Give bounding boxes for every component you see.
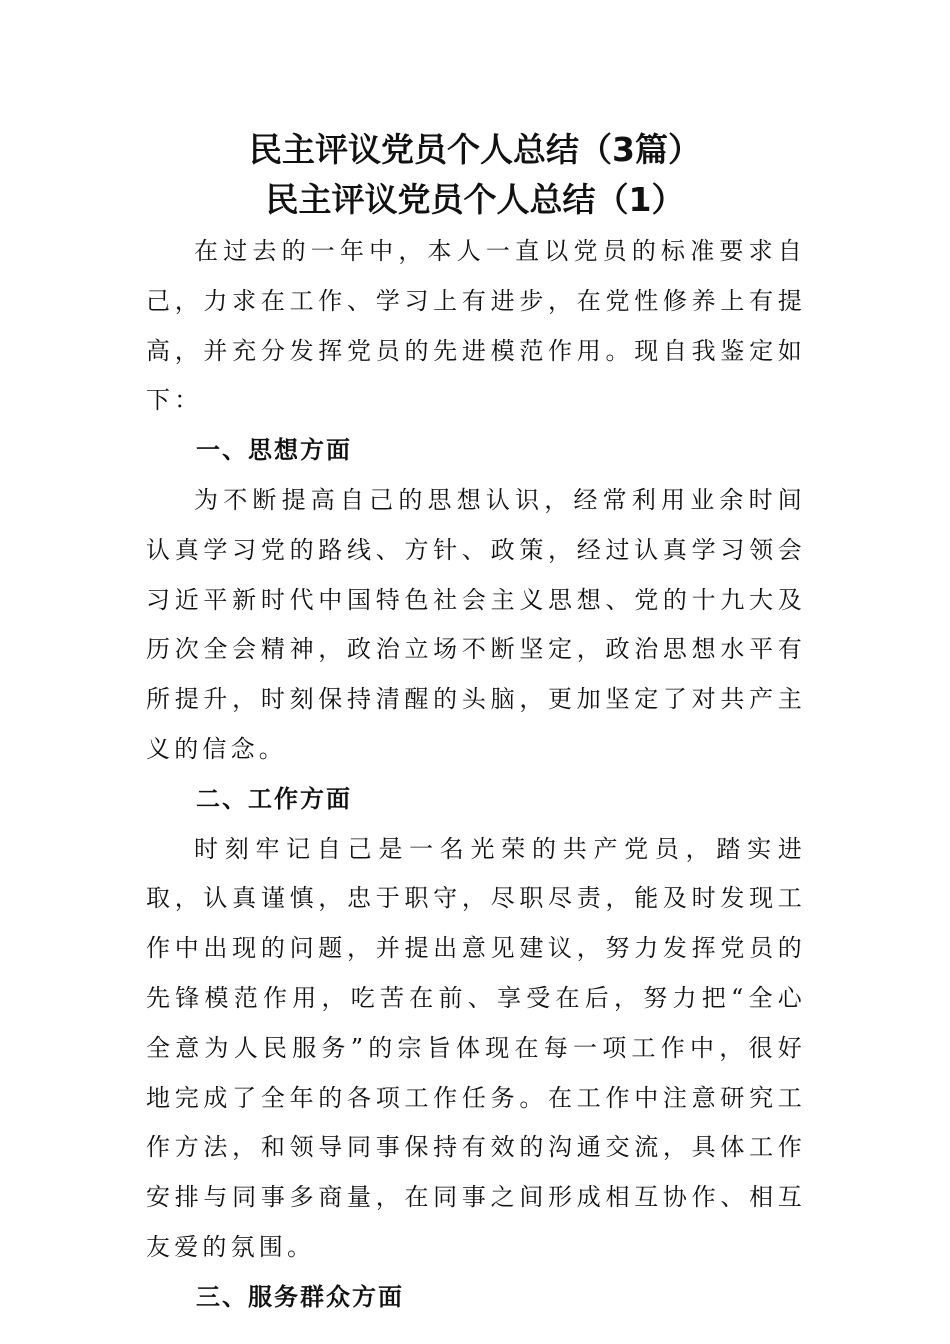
section-heading-thought: 一、思想方面 [196, 436, 352, 465]
section-heading-service: 三、服务群众方面 [196, 1282, 404, 1311]
section-heading-work: 二、工作方面 [196, 784, 352, 813]
section-paragraph-thought: 为不断提高自己的思想认识，经常利用业余时间认真学习党的路线、方针、政策，经过认真学习领会习近平新时代中国特色社会主义思想、党的十九大及历次全会精神，政治立场不断坚定，政治思想水平有所提升，时刻保持清醒的头脑，更加坚定了对共产主义的信念。 [146, 485, 806, 763]
intro-paragraph: 在过去的一年中，本人一直以党员的标准要求自己，力求在工作、学习上有进步，在党性修养上有提高，并充分发挥党员的先进模范作用。现自我鉴定如下： [146, 237, 806, 415]
document-body [146, 227, 806, 1323]
section-paragraph-work: 时刻牢记自己是一名光荣的共产党员，踏实进取，认真谨慎，忠于职守，尽职尽责，能及时发现工作中出现的问题，并提出意见建议，努力发挥党员的先锋模范作用，吃苦在前、享受在后，努力把“全心全意为人民服务”的宗旨体现在每一项工作中，很好地完成了全年的各项工作任务。在工作中注意研究工作方法，和领导同事保持有效的沟通交流，具体工作安排与同事多商量，在同事之间形成相互协作、相互友爱的氛围。 [146, 834, 806, 1261]
document-subtitle: 民主评议党员个人总结（1） [265, 180, 685, 219]
document-title: 民主评议党员个人总结（3篇） [249, 130, 701, 169]
